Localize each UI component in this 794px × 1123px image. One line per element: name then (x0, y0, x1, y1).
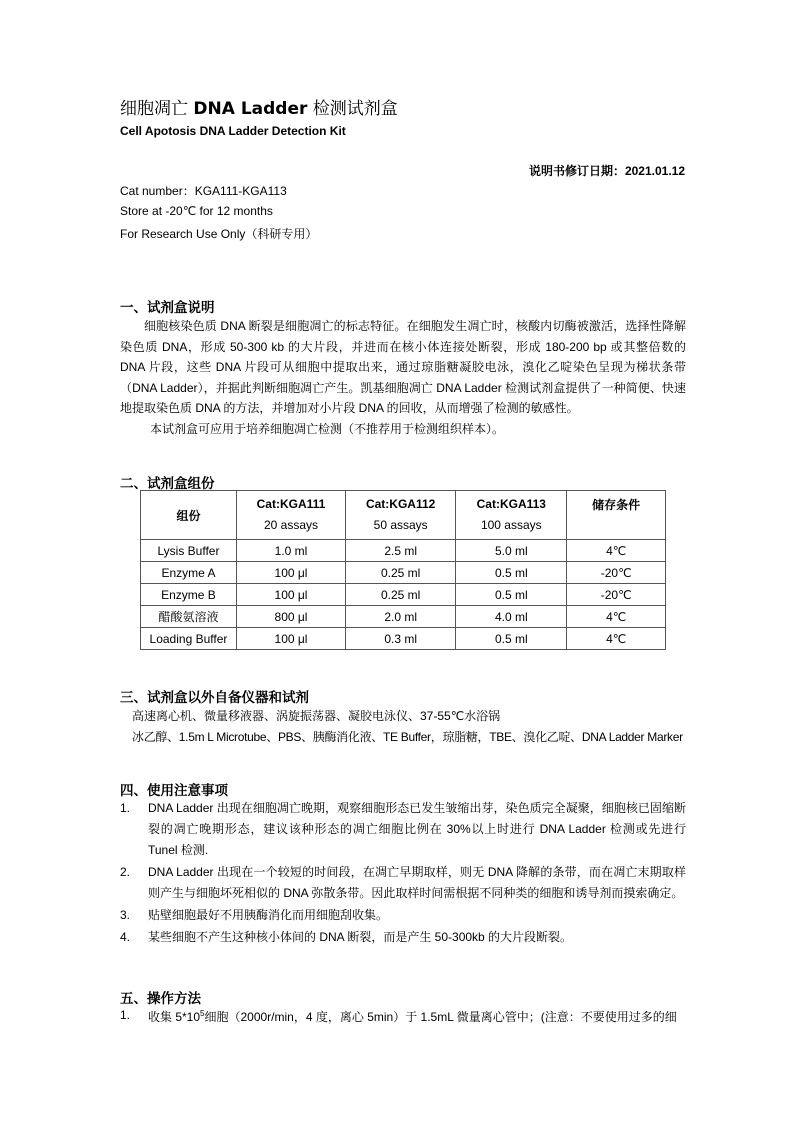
list-item-text: 贴壁细胞最好不用胰酶消化而用细胞刮收集。 (148, 908, 389, 922)
precautions-list (120, 798, 686, 949)
list-item-number: 2. (120, 865, 131, 879)
section-1-heading: 一、试剂盒说明 (120, 300, 215, 315)
table-cell: 0.5 ml (456, 628, 567, 650)
research-use-note: For Research Use Only（科研专用） (120, 227, 318, 241)
procedure-step-number: 1. (120, 1008, 131, 1022)
title-cn-bold: DNA Ladder (193, 99, 308, 119)
list-item-text: DNA Ladder 出现在细胞凋亡晚期，观察细胞形态已发生皱缩出芽，染色质完全凝聚，细胞核已固缩断裂的凋亡晚期形态，建议该种形态的凋亡细胞比例在 30%以上时进行 DNA Ladder 检测或先进行 Tunel 检测. (148, 801, 686, 857)
section-1-note: 本试剂盒可应用于培养细胞凋亡检测（不推荐用于检测组织样本）。 (150, 422, 505, 436)
list-item (120, 927, 686, 948)
reagents-line: 冰乙醇、1.5m L Microtube、PBS、胰酶消化液、TE Buffer，琼脂糖，TBE、溴化乙啶、DNA Ladder Marker (132, 730, 683, 744)
list-item-number: 1. (120, 801, 131, 815)
table-header-storage: 储存条件 (567, 491, 666, 540)
kga111-assays: 20 assays (263, 518, 318, 532)
list-item-number: 3. (120, 908, 131, 922)
table-cell: 800 μl (236, 606, 345, 628)
components-table (140, 490, 666, 650)
list-item (120, 905, 686, 926)
table-cell: 4℃ (567, 540, 666, 562)
table-cell: Enzyme A (141, 562, 237, 584)
procedure-step-1 (148, 1008, 677, 1025)
table-cell: 4℃ (567, 628, 666, 650)
section-4-heading: 四、使用注意事项 (120, 783, 228, 798)
cat-number: Cat number：KGA111-KGA113 (120, 184, 287, 198)
table-header-kga112 (346, 491, 456, 540)
table-cell: -20℃ (567, 584, 666, 606)
table-cell: 100 μl (236, 584, 345, 606)
section-2-heading: 二、试剂盒组份 (120, 476, 215, 491)
table-cell: Lysis Buffer (141, 540, 237, 562)
kga113-assays: 100 assays (480, 518, 542, 532)
table-cell: 2.0 ml (346, 606, 456, 628)
table-cell: 0.3 ml (346, 628, 456, 650)
table-cell: 100 μl (236, 562, 345, 584)
table-cell: 4℃ (567, 606, 666, 628)
table-cell: Enzyme B (141, 584, 237, 606)
table-cell: 1.0 ml (236, 540, 345, 562)
table-header-kga111 (236, 491, 345, 540)
equipment-line: 高速离心机、微量移液器、涡旋振荡器、凝胶电泳仪、37-55℃水浴锅 (132, 709, 501, 723)
table-header-row (141, 491, 666, 540)
table-cell: 100 μl (236, 628, 345, 650)
kga112-cat: Cat:KGA112 (365, 497, 436, 511)
list-item (120, 862, 686, 904)
table-cell: 0.25 ml (346, 562, 456, 584)
table-cell: 0.5 ml (456, 562, 567, 584)
section-5-heading: 五、操作方法 (120, 991, 201, 1006)
storage-info: Store at -20℃ for 12 months (120, 204, 273, 218)
table-row (141, 628, 666, 650)
list-item-text: 某些细胞不产生这种核小体间的 DNA 断裂，而是产生 50-300kb 的大片段断裂。 (148, 930, 573, 944)
table-header-kga113 (456, 491, 567, 540)
section-1-paragraph: 细胞核染色质 DNA 断裂是细胞凋亡的标志特征。在细胞发生凋亡时，核酸内切酶被激活，选择性降解染色质 DNA，形成 50-300 kb 的大片段，并进而在核小体连接处断裂，形成 180-200 bp 或其整倍数的 DNA 片段，这些 DNA 片段可从细胞中提取出来，通过琼脂糖凝胶电泳，溴化乙啶染色呈现为梯状条带（DNA Ladder），并据此判断细胞凋亡产生。凯基细胞凋亡 DNA Ladder 检测试剂盒提供了一种简便、快速地提取染色质 DNA 的方法，并增加对小片段 DNA 的回收，从而增强了检测的敏感性。 (120, 319, 686, 415)
table-cell: 2.5 ml (346, 540, 456, 562)
step-1-superscript: 5 (200, 1009, 205, 1018)
document-title-cn (120, 94, 398, 119)
step-1-text-pre: 收集 5*10 (148, 1010, 201, 1024)
list-item (120, 798, 686, 861)
kga111-cat: Cat:KGA111 (256, 497, 326, 511)
revision-date: 说明书修订日期：2021.01.12 (528, 164, 685, 178)
table-cell: 5.0 ml (456, 540, 567, 562)
kga113-cat: Cat:KGA113 (476, 497, 546, 511)
table-cell: 0.25 ml (346, 584, 456, 606)
table-cell: 4.0 ml (456, 606, 567, 628)
section-3-heading: 三、试剂盒以外自备仪器和试剂 (120, 690, 309, 705)
title-cn-post: 检测试剂盒 (307, 99, 398, 119)
table-cell: -20℃ (567, 562, 666, 584)
table-cell: 醋酸氨溶液 (141, 606, 237, 628)
kga112-assays: 50 assays (373, 518, 428, 532)
title-cn-pre: 细胞凋亡 (120, 99, 194, 119)
table-cell: 0.5 ml (456, 584, 567, 606)
table-row (141, 606, 666, 628)
table-row (141, 584, 666, 606)
document-title-en: Cell Apotosis DNA Ladder Detection Kit (120, 124, 346, 138)
list-item-number: 4. (120, 930, 131, 944)
table-row (141, 540, 666, 562)
list-item-text: DNA Ladder 出现在一个较短的时间段，在凋亡早期取样，则无 DNA 降解的条带，而在凋亡末期取样则产生与细胞坏死相似的 DNA 弥散条带。因此取样时间需根据不同种类的细胞和诱导剂而摸索确定。 (148, 865, 686, 900)
table-row (141, 562, 666, 584)
table-header-component: 组份 (141, 491, 237, 540)
table-cell: Loading Buffer (141, 628, 237, 650)
step-1-text-post: 细胞（2000r/min，4 度，离心 5min）于 1.5mL 微量离心管中；(注意：不要使用过多的细 (204, 1010, 677, 1024)
